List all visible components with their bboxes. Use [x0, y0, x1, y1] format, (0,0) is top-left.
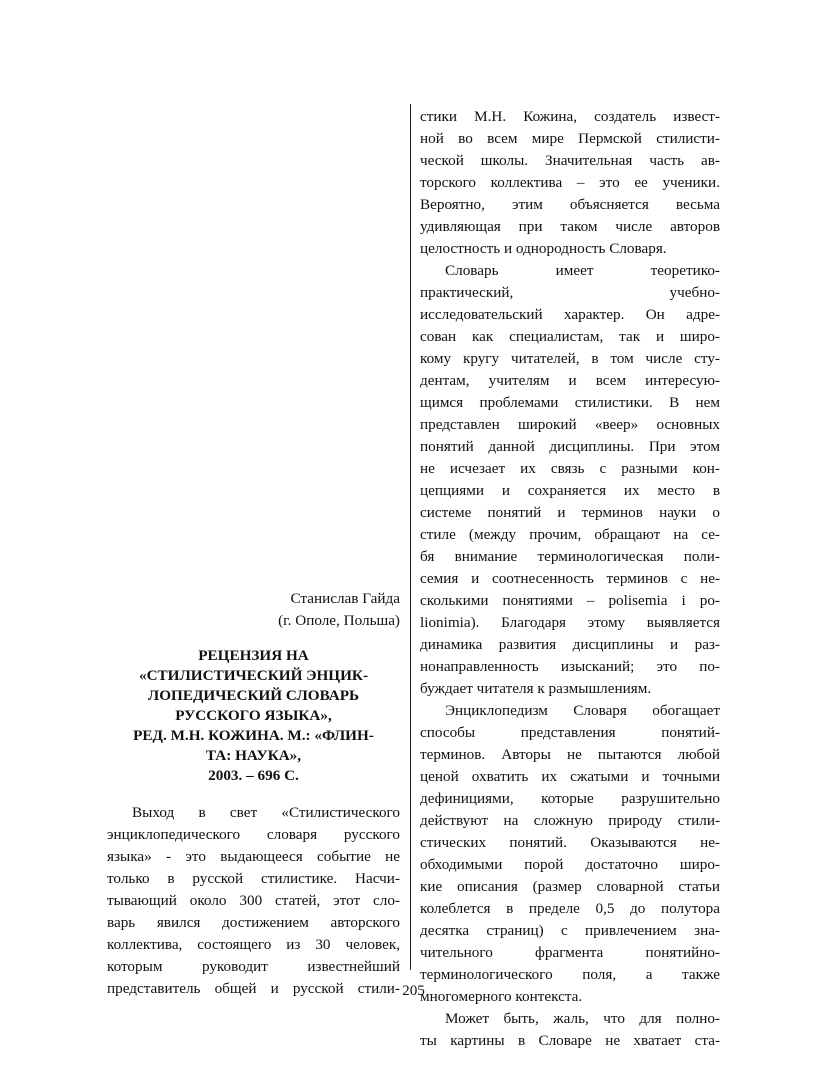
text-line: кие описания (размер словарной статьи — [420, 878, 720, 895]
text-line: энциклопедического словаря русского — [107, 826, 400, 843]
text-line: дефинициями, которые разрушительно — [420, 790, 720, 807]
text-line: целостность и однородность Словаря. — [420, 240, 667, 257]
text-line: цепциями и сохраняется их место в — [420, 482, 720, 499]
text-line: терминологического поля, а также — [420, 966, 720, 983]
text-line: языка» - это выдающееся событие не — [107, 848, 400, 865]
text-line: исследовательский характер. Он адре- — [420, 306, 720, 323]
text-line: lionimia). Благодаря этому выявляется — [420, 614, 720, 631]
text-line: Выход в свет «Стилистического — [132, 804, 400, 821]
text-line: кому кругу читателей, в том числе сту- — [420, 350, 720, 367]
text-line: дентам, учителям и всем интересую- — [420, 372, 720, 389]
text-line: понятий данной дисциплины. При этом — [420, 438, 720, 455]
text-line: ты картины в Словаре не хватает ста- — [420, 1032, 720, 1049]
text-line: представлен широкий «веер» основных — [420, 416, 720, 433]
title-line: РУССКОГО ЯЗЫКА», — [175, 707, 332, 724]
title-line: ТА: НАУКА», — [205, 747, 302, 764]
title-line: ЛОПЕДИЧЕСКИЙ СЛОВАРЬ — [147, 687, 360, 704]
text-line: семия и соотнесенность терминов с не- — [420, 570, 720, 587]
title-line: «СТИЛИСТИЧЕСКИЙ ЭНЦИК- — [138, 667, 369, 684]
text-line: колеблется в пределе 0,5 до полутора — [420, 900, 720, 917]
text-line: буждает читателя к размышлениям. — [420, 680, 652, 697]
text-line: нонаправленность изысканий; это по- — [420, 658, 720, 675]
left-column — [107, 588, 400, 1000]
text-line: Вероятно, этим объясняется весьма — [420, 196, 720, 213]
text-line: десятка страниц) с привлечением зна- — [420, 922, 720, 939]
author-location: (г. Ополе, Польша) — [278, 612, 400, 629]
text-line: не исчезает их связь с разными кон- — [420, 460, 720, 477]
text-line: коллектива, состоящего из 30 человек, — [107, 936, 400, 953]
title-line: РЕЦЕНЗИЯ НА — [198, 647, 309, 664]
text-line: стики М.Н. Кожина, создатель извест- — [420, 108, 720, 125]
author-block — [107, 588, 400, 632]
title-line: РЕД. М.Н. КОЖИНА. М.: «ФЛИН- — [133, 727, 374, 744]
text-line: бя внимание терминологическая поли- — [420, 548, 720, 565]
text-line: динамика развития дисциплины и раз- — [420, 636, 720, 653]
text-line: Может быть, жаль, что для полно- — [445, 1010, 720, 1027]
left-body-text — [107, 802, 400, 1000]
title-line: 2003. – 696 С. — [208, 767, 299, 784]
text-line: обходимыми порой достаточно широ- — [420, 856, 720, 873]
text-line: терминов. Авторы не пытаются любой — [420, 746, 720, 763]
page-number: 205 — [402, 982, 425, 999]
text-line: чительного фрагмента понятийно- — [420, 944, 720, 961]
text-line: действуют на сложную природу стили- — [420, 812, 720, 829]
text-line: стических понятий. Оказываются не- — [420, 834, 720, 851]
text-line: торского коллектива – это ее ученики. — [420, 174, 720, 191]
text-line: ной во всем мире Пермской стилисти- — [420, 130, 720, 147]
text-line: варь явился достижением авторского — [107, 914, 400, 931]
text-line: многомерного контекста. — [420, 988, 583, 1005]
text-line: способы представления понятий- — [420, 724, 720, 741]
text-line: тывающий около 300 статей, этот сло- — [107, 892, 400, 909]
text-line: только в русской стилистике. Насчи- — [107, 870, 400, 887]
text-line: которым руководит известнейший — [107, 958, 400, 975]
text-line: сколькими понятиями – polisemia i po- — [420, 592, 720, 609]
text-line: сован как специалистам, так и широ- — [420, 328, 720, 345]
text-line: практический, учебно- — [420, 284, 720, 301]
text-line: Словарь имеет теоретико- — [445, 262, 720, 279]
text-line: удивляющая при таком числе авторов — [420, 218, 720, 235]
right-column — [420, 106, 720, 1052]
text-line: ценой охватить их сжатыми и точными — [420, 768, 720, 785]
text-line: щимся проблемами стилистики. В нем — [420, 394, 720, 411]
column-divider — [410, 104, 411, 970]
text-line: стиле (между прочим, обращают на се- — [420, 526, 720, 543]
article-title — [107, 646, 400, 786]
text-line: Энциклопедизм Словаря обогащает — [445, 702, 720, 719]
text-line: ческой школы. Значительная часть ав- — [420, 152, 720, 169]
author-name: Станислав Гайда — [290, 590, 400, 607]
text-line: представитель общей и русской стили- — [107, 980, 400, 997]
text-line: системе понятий и терминов науки о — [420, 504, 720, 521]
